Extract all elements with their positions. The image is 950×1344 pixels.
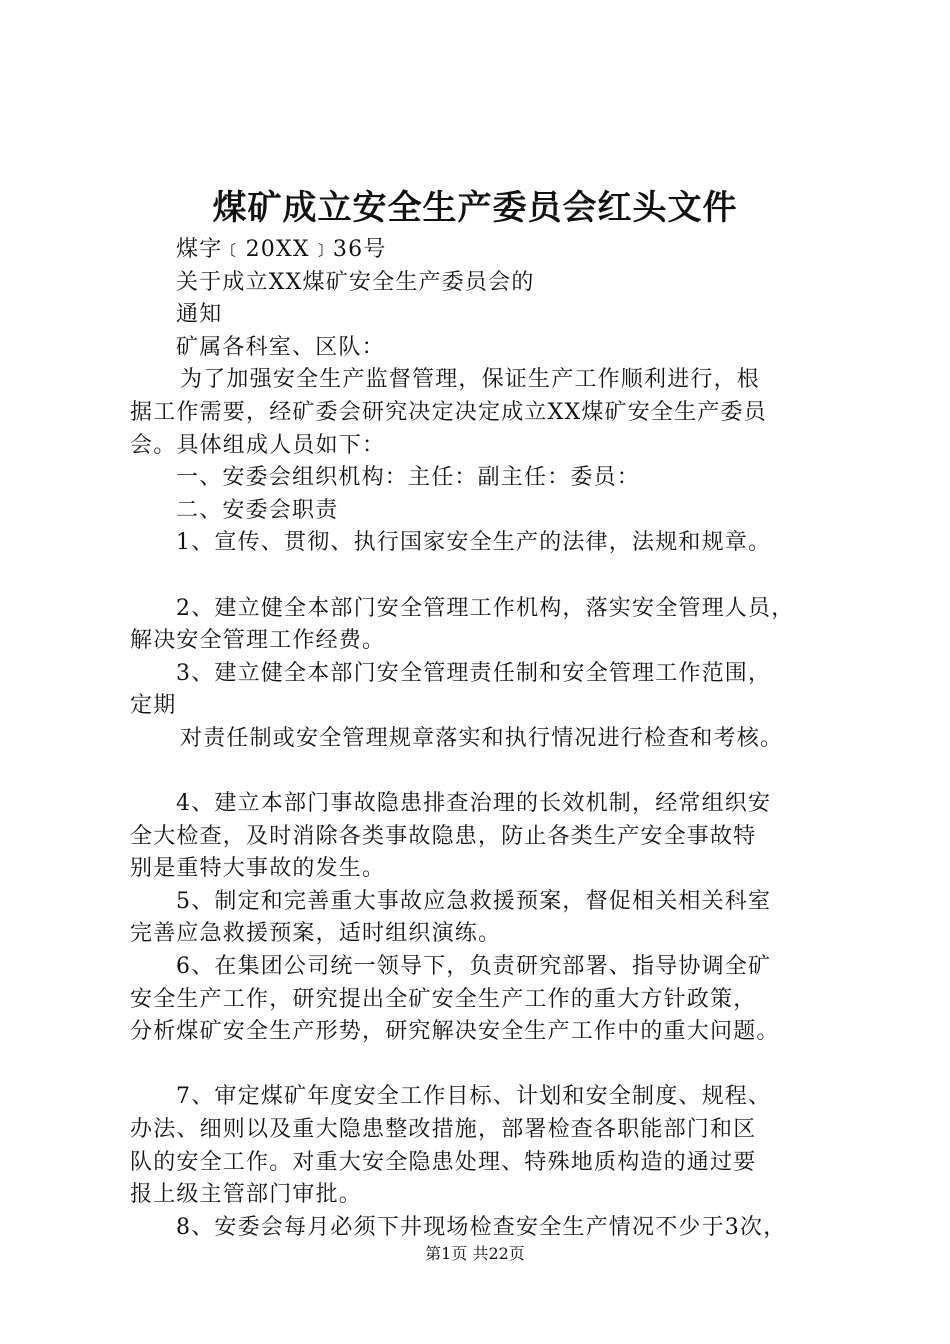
spacer bbox=[130, 560, 830, 593]
duty-item: 8、安委会每月必须下井现场检查安全生产情况不少于3次， bbox=[176, 1214, 787, 1240]
document-title: 煤矿成立安全生产委员会红头文件 bbox=[212, 188, 738, 228]
notice-subject-cont: 通知 bbox=[176, 302, 223, 328]
duty-item: 2、建立健全本部门安全管理工作机构，落实安全管理人员， bbox=[176, 595, 795, 621]
duty-item: 1、宣传、贯彻、执行国家安全生产的法律，法规和规章。 bbox=[176, 530, 772, 556]
paragraph-line: 会。具体组成人员如下： bbox=[130, 432, 386, 458]
duty-item-cont: 办法、细则以及重大隐患整改措施，部署检查各职能部门和区 bbox=[130, 1117, 757, 1143]
duty-item-cont: 别是重特大事故的发生。 bbox=[130, 856, 386, 882]
duty-item-cont: 分析煤矿安全生产形势，研究解决安全生产工作中的重大问题。 bbox=[130, 1019, 780, 1045]
duty-item: 6、在集团公司统一领导下，负责研究部署、指导协调全矿 bbox=[176, 954, 772, 980]
duty-item-cont: 报上级主管部门审批。 bbox=[130, 1182, 363, 1208]
notice-subject: 关于成立XX煤矿安全生产委员会的 bbox=[176, 269, 535, 295]
section-heading: 二、安委会职责 bbox=[176, 497, 339, 523]
duty-item-cont: 定期 bbox=[130, 693, 177, 719]
page-footer: 第1页 共22页 bbox=[425, 1244, 525, 1263]
section-heading: 一、安委会组织机构：主任：副主任：委员： bbox=[176, 465, 641, 491]
spacer bbox=[130, 1049, 830, 1082]
duty-item: 7、审定煤矿年度安全工作目标、计划和安全制度、规程、 bbox=[176, 1084, 772, 1110]
duty-item: 3、建立健全本部门安全管理责任制和安全管理工作范围， bbox=[176, 660, 772, 686]
paragraph-line: 为了加强安全生产监督管理，保证生产工作顺利进行，根 bbox=[180, 367, 761, 393]
duty-item-cont: 解决安全管理工作经费。 bbox=[130, 628, 386, 654]
duty-item-cont: 完善应急救援预案，适时组织演练。 bbox=[130, 921, 502, 947]
spacer bbox=[130, 756, 830, 789]
duty-item-cont: 安全生产工作，研究提出全矿安全生产工作的重大方针政策， bbox=[130, 986, 757, 1012]
duty-item-cont: 队的安全工作。对重大安全隐患处理、特殊地质构造的通过要 bbox=[130, 1149, 757, 1175]
document-body bbox=[130, 234, 830, 1244]
duty-item: 4、建立本部门事故隐患排查治理的长效机制，经常组织安 bbox=[176, 791, 772, 817]
document-number: 煤字﹝20XX﹞36号 bbox=[176, 237, 387, 262]
paragraph-line: 据工作需要，经矿委会研究决定决定成立XX煤矿安全生产委员 bbox=[130, 399, 767, 425]
duty-item-cont: 全大检查，及时消除各类事故隐患，防止各类生产安全事故特 bbox=[130, 823, 757, 849]
duty-item: 5、制定和完善重大事故应急救援预案，督促相关相关科室 bbox=[176, 888, 772, 914]
duty-item-cont: 对责任制或安全管理规章落实和执行情况进行检查和考核。 bbox=[180, 725, 784, 751]
recipient: 矿属各科室、区队： bbox=[176, 334, 385, 360]
